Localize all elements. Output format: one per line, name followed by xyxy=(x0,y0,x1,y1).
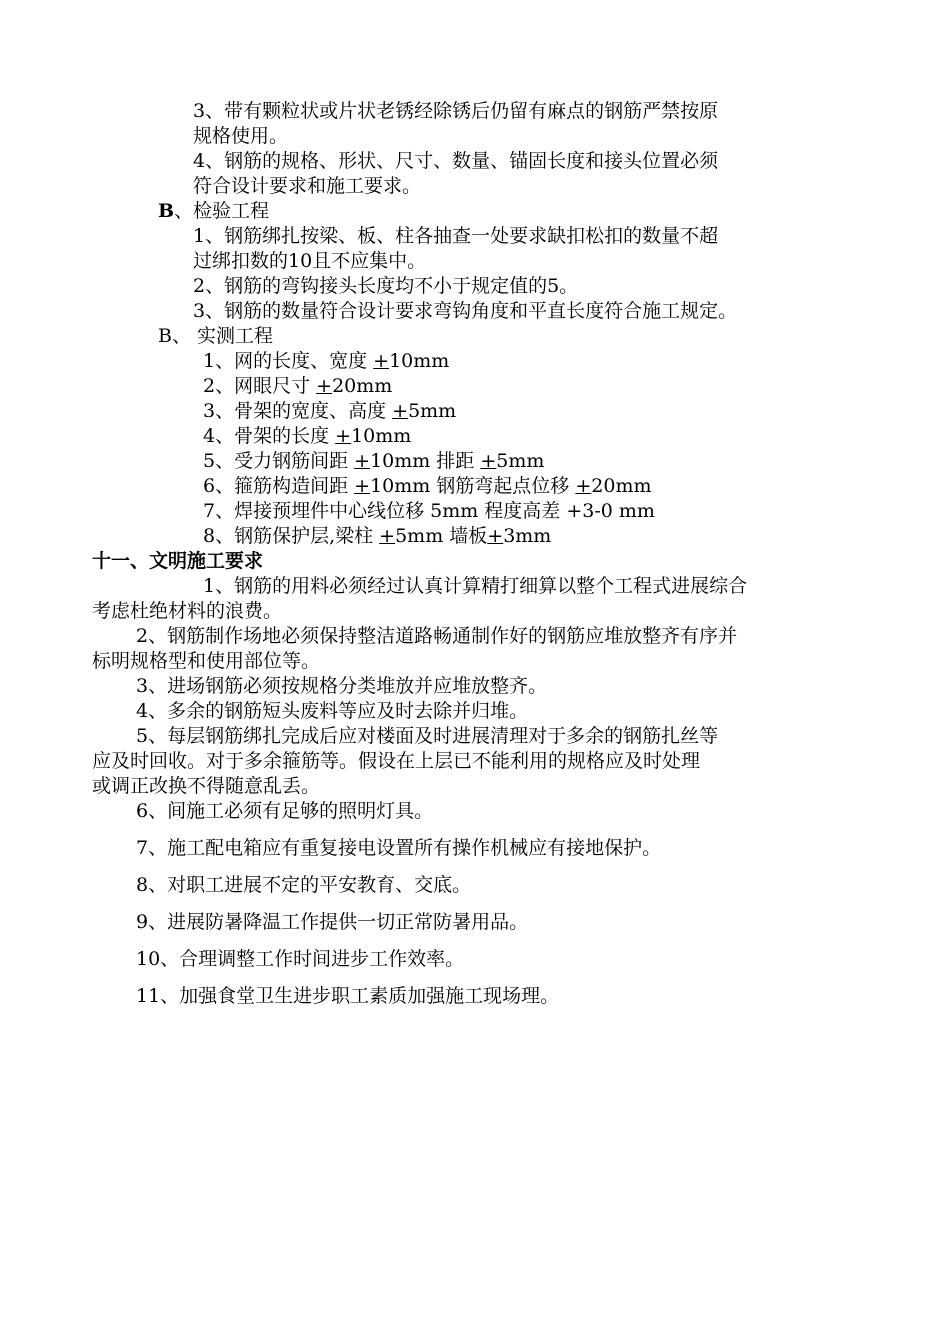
plus-minus-sign: + xyxy=(392,400,409,422)
civilized-paragraph-5: 5、每层钢筋绑扎完成后应对楼面及时进展清理对于多余的钢筋扎丝等 xyxy=(136,725,719,747)
measured-item xyxy=(203,349,449,374)
civilized-paragraph-5-cont-2: 或调正改换不得随意乱丢。 xyxy=(92,775,321,797)
plus-minus-sign: + xyxy=(373,350,390,372)
measured-item-value: 10mm xyxy=(389,350,450,372)
measured-item xyxy=(203,474,652,499)
material-item-4-cont: 符合设计要求和施工要求。 xyxy=(193,175,422,197)
civilized-heading: 十一、文明施工要求 xyxy=(92,550,264,572)
material-item-3-cont: 规格使用。 xyxy=(193,125,289,147)
plus-minus-sign: + xyxy=(335,425,352,447)
civilized-paragraph-2: 2、钢筋制作场地必须保持整洁道路畅通制作好的钢筋应堆放整齐有序并 xyxy=(136,625,738,647)
measured-item-text: 5、受力钢筋间距 xyxy=(203,450,355,472)
civilized-paragraph-9: 9、进展防暑降温工作提供一切正常防暑用品。 xyxy=(136,911,529,933)
measured-item xyxy=(203,524,551,549)
civilized-paragraph-1-cont: 考虑杜绝材料的浪费。 xyxy=(92,600,283,622)
civilized-paragraph-8: 8、对职工进展不定的平安教育、交底。 xyxy=(136,874,472,896)
civilized-paragraph-10: 10、合理调整工作时间进步工作效率。 xyxy=(136,948,465,970)
civilized-paragraph-3: 3、进场钢筋必须按规格分类堆放并应堆放整齐。 xyxy=(136,675,548,697)
plus-minus-sign: + xyxy=(316,375,333,397)
measured-item-text: 2、网眼尺寸 xyxy=(203,375,317,397)
measured-item xyxy=(203,399,456,424)
material-item-4: 4、钢筋的规格、形状、尺寸、数量、锚固长度和接头位置必须 xyxy=(193,150,719,172)
measured-item-text: 6、箍筋构造间距 xyxy=(203,475,355,497)
measured-item-value: 5mm xyxy=(408,400,457,422)
measured-heading: B、 实测工程 xyxy=(158,325,274,347)
plus-minus-sign: + xyxy=(354,475,371,497)
civilized-paragraph-7: 7、施工配电箱应有重复接电设置所有操作机械应有接地保护。 xyxy=(136,837,662,859)
measured-item-text: 8、钢筋保护层,梁柱 xyxy=(203,525,380,547)
inspection-item-1-cont: 过绑扣数的10且不应集中。 xyxy=(193,250,427,272)
measured-item-value: 5mm xyxy=(496,450,545,472)
civilized-paragraph-1: 1、钢筋的用料必须经过认真计算精打细算以整个工程式进展综合 xyxy=(203,575,748,597)
inspection-item-3: 3、钢筋的数量符合设计要求弯钩角度和平直长度符合施工规定。 xyxy=(193,300,738,322)
material-item-3: 3、带有颗粒状或片状老锈经除锈后仍留有麻点的钢筋严禁按原 xyxy=(193,100,719,122)
inspection-item-1: 1、钢筋绑扎按梁、板、柱各抽查一处要求缺扣松扣的数量不超 xyxy=(193,225,719,247)
measured-item-value: 10mm 排距 xyxy=(370,450,481,472)
civilized-paragraph-6: 6、间施工必须有足够的照明灯具。 xyxy=(136,800,434,822)
measured-item xyxy=(203,449,544,474)
measured-item-value: 10mm 钢筋弯起点位移 xyxy=(370,475,576,497)
inspection-heading-letter: B xyxy=(158,200,175,222)
plus-minus-sign: + xyxy=(379,525,396,547)
measured-item-value: 10mm xyxy=(351,425,412,447)
civilized-paragraph-5-cont-1: 应及时回收。对于多余箍筋等。假设在上层已不能利用的规格应及时处理 xyxy=(92,750,701,772)
measured-item-text: 1、网的长度、宽度 xyxy=(203,350,374,372)
plus-minus-sign: + xyxy=(480,450,497,472)
measured-item-value: 5mm 墙板 xyxy=(395,525,488,547)
measured-item-text: 3、骨架的宽度、高度 xyxy=(203,400,393,422)
plus-minus-sign: + xyxy=(487,525,504,547)
measured-item-value: 20mm xyxy=(332,375,393,397)
civilized-paragraph-2-cont: 标明规格型和使用部位等。 xyxy=(92,650,321,672)
measured-item xyxy=(203,374,392,399)
measured-item-text: 7、焊接预埋件中心线位移 5mm 程度高差 +3-0 mm xyxy=(203,500,655,522)
measured-item-value: 3mm xyxy=(503,525,552,547)
plus-minus-sign: + xyxy=(354,450,371,472)
inspection-item-2: 2、钢筋的弯钩接头长度均不小于规定值的5。 xyxy=(193,275,579,297)
plus-minus-sign: + xyxy=(575,475,592,497)
measured-item-text: 4、骨架的长度 xyxy=(203,425,336,447)
inspection-heading-text: 、检验工程 xyxy=(174,200,270,222)
measured-item xyxy=(203,424,411,449)
civilized-paragraph-4: 4、多余的钢筋短头废料等应及时去除并归堆。 xyxy=(136,700,529,722)
measured-item-value: 20mm xyxy=(591,475,652,497)
inspection-heading xyxy=(158,199,269,224)
measured-item xyxy=(203,499,655,524)
civilized-paragraph-11: 11、加强食堂卫生进步职工素质加强施工现场理。 xyxy=(136,985,560,1007)
